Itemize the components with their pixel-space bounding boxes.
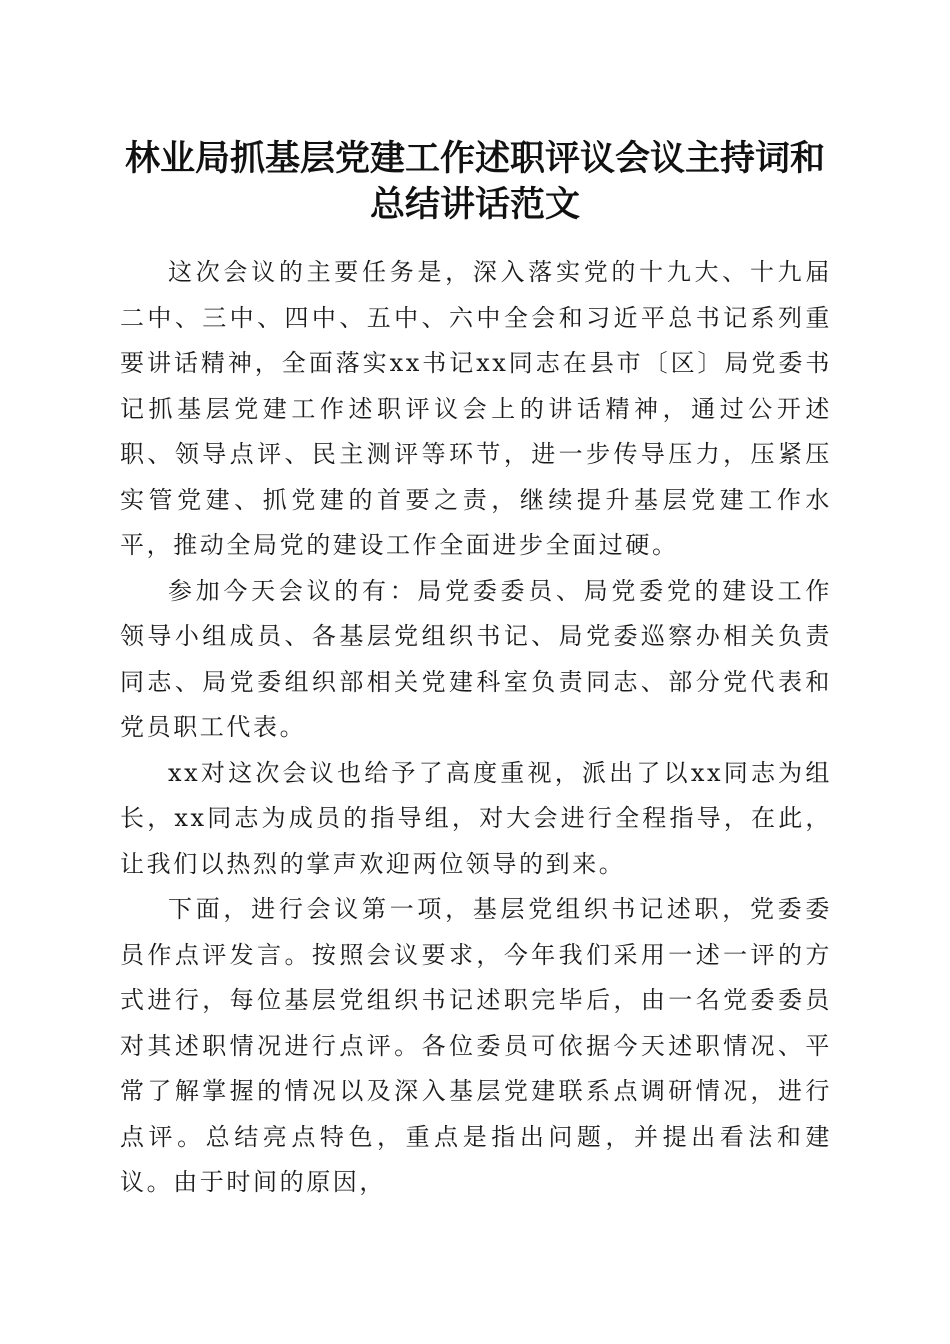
document-body — [120, 250, 832, 1206]
title-line-1: 林业局抓基层党建工作述职评议会议主持词和 — [124, 138, 825, 179]
paragraph: 这次会议的主要任务是，深入落实党的十九大、十九届二中、三中、四中、五中、六中全会和习近平总书记系列重要讲话精神，全面落实xx书记xx同志在县市〔区〕局党委书记抓基层党建工作述职评议会上的讲话精神，通过公开述职、领导点评、民主测评等环节，进一步传导压力，压紧压实管党建、抓党建的首要之责，继续提升基层党建工作水平，推动全局党的建设工作全面进步全面过硬。 — [120, 258, 832, 559]
title-line-2: 总结讲话范文 — [369, 184, 580, 225]
document-title — [100, 136, 850, 228]
paragraph: xx对这次会议也给予了高度重视，派出了以xx同志为组长，xx同志为成员的指导组，对大会进行全程指导，在此，让我们以热烈的掌声欢迎两位领导的到来。 — [120, 758, 832, 878]
paragraph: 参加今天会议的有：局党委委员、局党委党的建设工作领导小组成员、各基层党组织书记、局党委巡察办相关负责同志、局党委组织部相关党建科室负责同志、部分党代表和党员职工代表。 — [120, 576, 832, 741]
paragraph: 下面，进行会议第一项，基层党组织书记述职，党委委员作点评发言。按照会议要求，今年我们采用一述一评的方式进行，每位基层党组织书记述职完毕后，由一名党委委员对其述职情况进行点评。各位委员可依据今天述职情况、平常了解掌握的情况以及深入基层党建联系点调研情况，进行点评。总结亮点特色，重点是指出问题，并提出看法和建议。由于时间的原因， — [120, 895, 832, 1196]
